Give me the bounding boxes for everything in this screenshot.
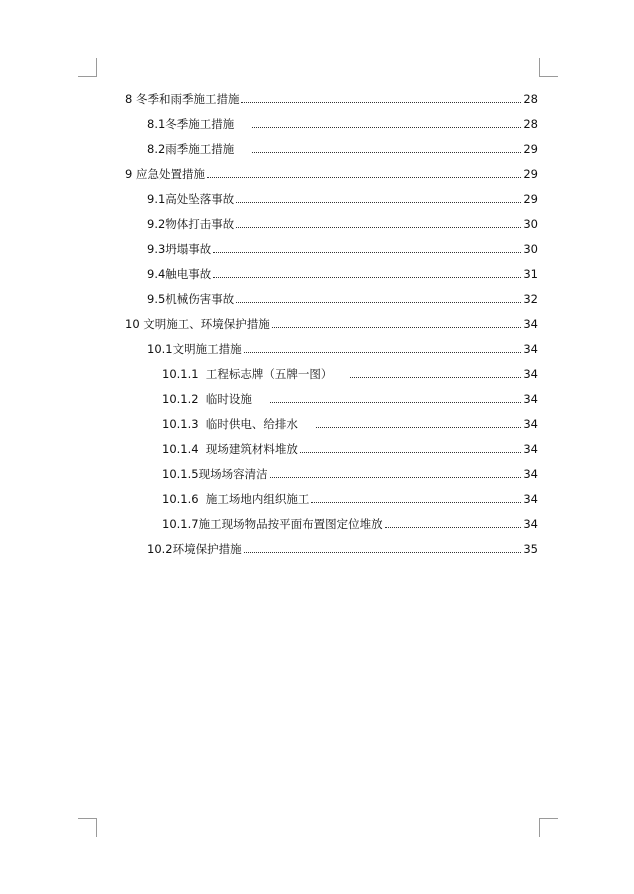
toc-entry[interactable] bbox=[162, 466, 538, 482]
toc-leader-dots bbox=[236, 202, 521, 203]
toc-entry-page: 31 bbox=[523, 267, 538, 281]
toc-entry[interactable] bbox=[125, 316, 538, 332]
toc-entry[interactable] bbox=[162, 516, 538, 532]
toc-entry-page: 34 bbox=[523, 317, 538, 331]
toc-leader-dots bbox=[236, 302, 521, 303]
toc-leader-dots bbox=[244, 552, 522, 553]
toc-entry-title: 9 应急处置措施 bbox=[125, 167, 205, 181]
toc-entry[interactable] bbox=[147, 291, 538, 307]
toc-entry-title: 10.1.6 施工场地内组织施工 bbox=[162, 492, 310, 506]
toc-entry-title: 10.1.1 工程标志牌（五牌一图） bbox=[162, 367, 333, 381]
toc-entry-title: 9.5机械伤害事故 bbox=[147, 292, 235, 306]
toc-entry[interactable] bbox=[147, 241, 538, 257]
toc-entry[interactable] bbox=[162, 391, 538, 407]
toc-entry-title: 10.2环境保护措施 bbox=[147, 542, 242, 556]
toc-entry-title: 9.4触电事故 bbox=[147, 267, 212, 281]
toc-leader-dots bbox=[252, 127, 521, 128]
toc-entry-page: 34 bbox=[523, 517, 538, 531]
toc-entry-page: 34 bbox=[523, 417, 538, 431]
toc-entry-page: 34 bbox=[523, 467, 538, 481]
toc-entry-title: 8 冬季和雨季施工措施 bbox=[125, 92, 240, 106]
toc-entry[interactable] bbox=[162, 441, 538, 457]
toc-entry-page: 32 bbox=[523, 292, 538, 306]
toc-entry[interactable] bbox=[162, 366, 538, 382]
toc-leader-dots bbox=[385, 527, 522, 528]
toc-entry-title: 9.3坍塌事故 bbox=[147, 242, 212, 256]
toc-entry-page: 34 bbox=[523, 392, 538, 406]
toc-leader-dots bbox=[300, 452, 521, 453]
toc-entry-page: 34 bbox=[523, 442, 538, 456]
toc-entry[interactable] bbox=[147, 191, 538, 207]
toc-entry-title: 9.1高处坠落事故 bbox=[147, 192, 235, 206]
toc-entry[interactable] bbox=[147, 216, 538, 232]
toc-leader-dots bbox=[236, 227, 521, 228]
toc-entry-page: 29 bbox=[523, 142, 538, 156]
toc-entry-title: 8.1冬季施工措施 bbox=[147, 117, 235, 131]
toc-entry-page: 28 bbox=[523, 117, 538, 131]
toc-leader-dots bbox=[272, 327, 522, 328]
toc-entry-page: 29 bbox=[523, 167, 538, 181]
toc-entry-title: 10.1文明施工措施 bbox=[147, 342, 242, 356]
toc-entry-page: 30 bbox=[523, 217, 538, 231]
toc-entry-title: 10 文明施工、环境保护措施 bbox=[125, 317, 270, 331]
toc-entry-page: 30 bbox=[523, 242, 538, 256]
toc-entry-page: 29 bbox=[523, 192, 538, 206]
toc-leader-dots bbox=[241, 102, 521, 103]
toc-entry[interactable] bbox=[147, 141, 538, 157]
toc-entry[interactable] bbox=[147, 341, 538, 357]
toc-entry-page: 28 bbox=[523, 92, 538, 106]
toc-entry-page: 34 bbox=[523, 367, 538, 381]
toc-entry-title: 10.1.7施工现场物品按平面布置图定位堆放 bbox=[162, 517, 383, 531]
toc-leader-dots bbox=[270, 402, 521, 403]
toc-leader-dots bbox=[213, 252, 521, 253]
toc-entry[interactable] bbox=[125, 91, 538, 107]
toc-entry-title: 8.2雨季施工措施 bbox=[147, 142, 235, 156]
toc-leader-dots bbox=[316, 427, 521, 428]
toc-entry[interactable] bbox=[147, 541, 538, 557]
toc-entry-page: 34 bbox=[523, 492, 538, 506]
toc-entry[interactable] bbox=[162, 416, 538, 432]
toc-leader-dots bbox=[350, 377, 521, 378]
toc-entry-title: 10.1.2 临时设施 bbox=[162, 392, 252, 406]
toc-entry-title: 10.1.5现场场容清洁 bbox=[162, 467, 268, 481]
toc-entry-title: 10.1.4 现场建筑材料堆放 bbox=[162, 442, 298, 456]
toc-entry-title: 10.1.3 临时供电、给排水 bbox=[162, 417, 298, 431]
toc-leader-dots bbox=[213, 277, 521, 278]
toc-entry-page: 35 bbox=[523, 542, 538, 556]
toc-entry[interactable] bbox=[147, 266, 538, 282]
toc-leader-dots bbox=[207, 177, 521, 178]
toc-entry[interactable] bbox=[147, 116, 538, 132]
toc-leader-dots bbox=[270, 477, 522, 478]
toc-entry-title: 9.2物体打击事故 bbox=[147, 217, 235, 231]
toc-leader-dots bbox=[311, 502, 521, 503]
toc-entry-page: 34 bbox=[523, 342, 538, 356]
toc-leader-dots bbox=[252, 152, 521, 153]
toc-entry[interactable] bbox=[162, 491, 538, 507]
toc-leader-dots bbox=[244, 352, 522, 353]
toc-entry[interactable] bbox=[125, 166, 538, 182]
